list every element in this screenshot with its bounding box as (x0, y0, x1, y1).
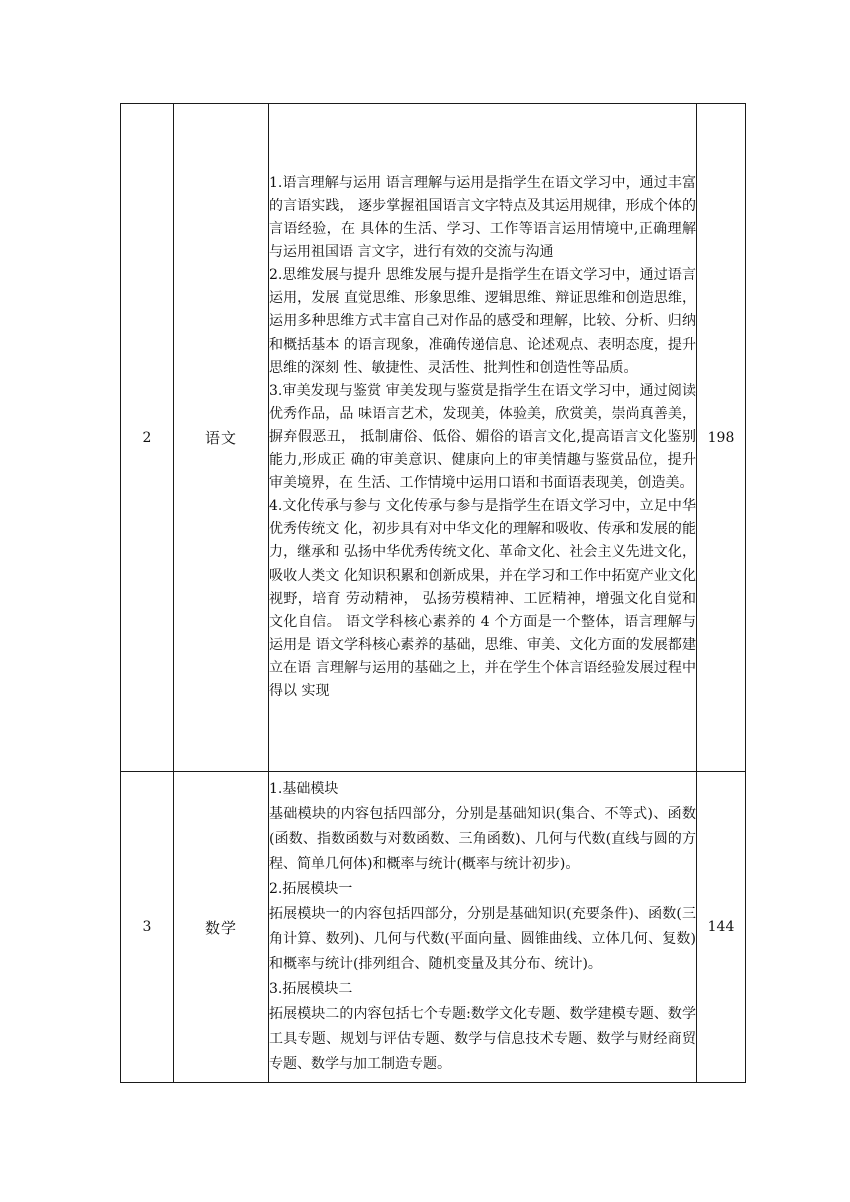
content-paragraph: 3.审美发现与鉴赏 审美发现与鉴赏是指学生在语文学习中，通过阅读优秀作品，品 味语言艺术，发现美，体验美，欣赏美，崇尚真善美，摒弃假恶丑， 抵制庸俗、低俗、媚俗的语言文化,提高语言文化鉴别能力,形成正 确的审美意识、健康向上的审美情趣与鉴赏品位，提升审美境界，在 生活、工作情境中运用口语和书面语表现美，创造美。 (269, 382, 696, 492)
table-row-chinese (121, 104, 746, 772)
subject-cell: 数学 (174, 772, 269, 1083)
table-row-math (121, 772, 746, 1083)
content-paragraph: 拓展模块一的内容包括四部分，分别是基础知识(充要条件)、函数(三角计算、数列)、几何与代数(平面向量、圆锥曲线、立体几何、复数)和概率与统计(排列组合、随机变量及其分布、统计)。 (269, 906, 696, 972)
hours-cell: 144 (697, 772, 746, 1083)
content-cell (269, 104, 697, 772)
hours-cell: 198 (697, 104, 746, 772)
content-heading: 1.基础模块 (269, 781, 339, 797)
content-paragraph: 拓展模块二的内容包括七个专题:数学文化专题、数学建模专题、数学工具专题、规划与评估专题、数学与信息技术专题、数学与财经商贸专题、数学与加工制造专题。 (269, 1006, 696, 1072)
curriculum-table (120, 103, 746, 1083)
content-paragraph: 基础模块的内容包括四部分，分别是基础知识(集合、不等式)、函数(函数、指数函数与对数函数、三角函数)、几何与代数(直线与圆的方程、简单几何体)和概率与统计(概率与统计初步)。 (269, 806, 696, 872)
content-cell (269, 772, 697, 1083)
content-heading: 2.拓展模块一 (269, 881, 353, 897)
content-paragraph: 2.思维发展与提升 思维发展与提升是指学生在语文学习中，通过语言运用，发展 直觉思维、形象思维、逻辑思维、辩证思维和创造思维，运用多种思维方式丰富自己对作品的感受和理解，比较、分析、归纳和概括基本 的语言现象，准确传递信息、论述观点、表明态度，提升思维的深刻 性、敏捷性、灵活性、批判性和创造性等品质。 (269, 267, 696, 376)
content-paragraph: 4.文化传承与参与 文化传承与参与是指学生在语文学习中，立足中华优秀传统文 化，初步具有对中华文化的理解和吸收、传承和发展的能力，继承和 弘扬中华优秀传统文化、革命文化、社会主义先进文化，吸收人类文 化知识积累和创新成果，并在学习和工作中拓宽产业文化视野，培育 劳动精神， 弘扬劳模精神、工匠精神，增强文化自觉和文化自信。 语文学科核心素养的 4 个方面是一个整体，语言理解与运用是 语文学科核心素养的基础，思维、审美、文化方面的发展都建立在语 言理解与运用的基础之上，并在学生个体言语经验发展过程中得以 实现 (269, 498, 696, 699)
row-number-cell: 2 (121, 104, 174, 772)
content-paragraph: 1.语言理解与运用 语言理解与运用是指学生在语文学习中，通过丰富的言语实践， 逐步掌握祖国语言文字特点及其运用规律，形成个体的言语经验，在 具体的生活、学习、工作等语言运用情境中,正确理解与运用祖国语 言文字，进行有效的交流与沟通 (269, 174, 696, 261)
row-number-cell: 3 (121, 772, 174, 1083)
content-heading: 3.拓展模块二 (269, 981, 353, 997)
subject-cell: 语文 (174, 104, 269, 772)
